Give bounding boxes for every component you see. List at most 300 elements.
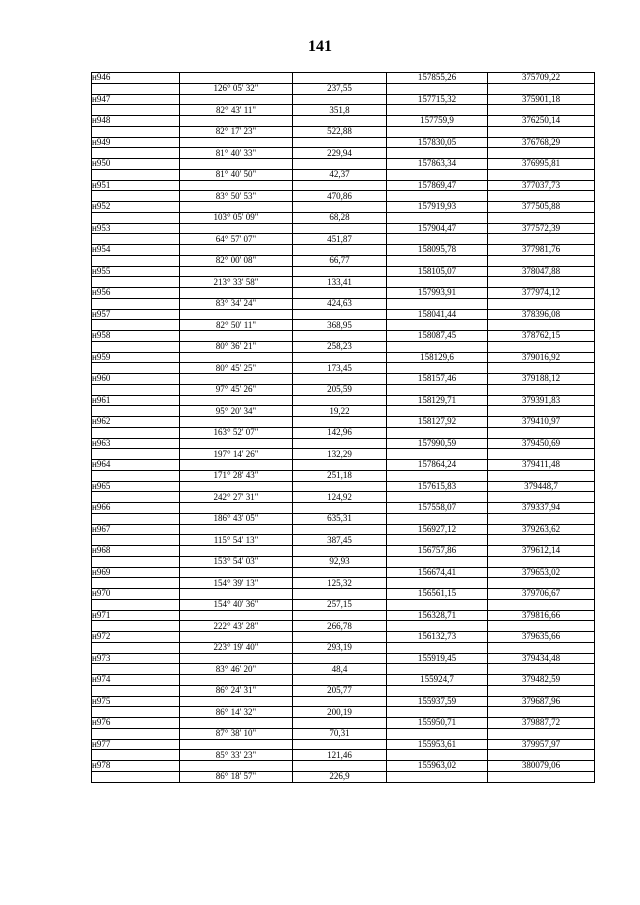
point-name-cell: н971 bbox=[92, 610, 180, 621]
empty-cell bbox=[180, 94, 293, 105]
point-name-cell: н973 bbox=[92, 653, 180, 664]
empty-cell bbox=[387, 449, 488, 460]
segment-row bbox=[92, 406, 595, 417]
y-coordinate-cell: 375709,22 bbox=[488, 73, 595, 84]
empty-cell bbox=[387, 556, 488, 567]
empty-cell bbox=[92, 449, 180, 460]
y-coordinate-cell: 379411,48 bbox=[488, 460, 595, 471]
empty-cell bbox=[180, 116, 293, 127]
empty-cell bbox=[387, 513, 488, 524]
empty-cell bbox=[387, 234, 488, 245]
point-name-cell: н977 bbox=[92, 739, 180, 750]
empty-cell bbox=[488, 771, 595, 782]
point-name-cell: н956 bbox=[92, 288, 180, 299]
point-name-cell: н948 bbox=[92, 116, 180, 127]
x-coordinate-cell: 157869,47 bbox=[387, 180, 488, 191]
empty-cell bbox=[293, 675, 387, 686]
x-coordinate-cell: 158129,71 bbox=[387, 395, 488, 406]
empty-cell bbox=[180, 245, 293, 256]
empty-cell bbox=[293, 503, 387, 514]
empty-cell bbox=[180, 460, 293, 471]
x-coordinate-cell: 158095,78 bbox=[387, 245, 488, 256]
segment-row bbox=[92, 148, 595, 159]
point-name-cell: н978 bbox=[92, 761, 180, 772]
y-coordinate-cell: 378047,88 bbox=[488, 266, 595, 277]
point-name-cell: н963 bbox=[92, 438, 180, 449]
distance-cell: 205,59 bbox=[293, 384, 387, 395]
empty-cell bbox=[293, 739, 387, 750]
direction-angle-cell: 81° 40' 33" bbox=[180, 148, 293, 159]
empty-cell bbox=[180, 288, 293, 299]
distance-cell: 226,9 bbox=[293, 771, 387, 782]
empty-cell bbox=[488, 750, 595, 761]
direction-angle-cell: 197° 14' 26" bbox=[180, 449, 293, 460]
point-name-cell: н960 bbox=[92, 374, 180, 385]
empty-cell bbox=[180, 589, 293, 600]
empty-cell bbox=[293, 309, 387, 320]
y-coordinate-cell: 379687,96 bbox=[488, 696, 595, 707]
empty-cell bbox=[92, 148, 180, 159]
segment-row bbox=[92, 255, 595, 266]
empty-cell bbox=[180, 761, 293, 772]
direction-angle-cell: 85° 33' 23" bbox=[180, 750, 293, 761]
coordinates-table bbox=[91, 72, 595, 783]
segment-row bbox=[92, 685, 595, 696]
empty-cell bbox=[488, 341, 595, 352]
segment-row bbox=[92, 771, 595, 782]
empty-cell bbox=[387, 341, 488, 352]
distance-cell: 237,55 bbox=[293, 83, 387, 94]
empty-cell bbox=[92, 255, 180, 266]
empty-cell bbox=[387, 320, 488, 331]
distance-cell: 351,8 bbox=[293, 105, 387, 116]
segment-row bbox=[92, 298, 595, 309]
empty-cell bbox=[488, 621, 595, 632]
empty-cell bbox=[293, 159, 387, 170]
empty-cell bbox=[92, 513, 180, 524]
distance-cell: 293,19 bbox=[293, 642, 387, 653]
y-coordinate-cell: 380079,06 bbox=[488, 761, 595, 772]
empty-cell bbox=[488, 384, 595, 395]
y-coordinate-cell: 379448,7 bbox=[488, 481, 595, 492]
empty-cell bbox=[180, 137, 293, 148]
empty-cell bbox=[488, 234, 595, 245]
x-coordinate-cell: 158105,07 bbox=[387, 266, 488, 277]
y-coordinate-cell: 379391,83 bbox=[488, 395, 595, 406]
y-coordinate-cell: 375901,18 bbox=[488, 94, 595, 105]
direction-angle-cell: 80° 36' 21" bbox=[180, 341, 293, 352]
empty-cell bbox=[488, 320, 595, 331]
segment-row bbox=[92, 664, 595, 675]
empty-cell bbox=[293, 395, 387, 406]
empty-cell bbox=[92, 728, 180, 739]
empty-cell bbox=[293, 481, 387, 492]
empty-cell bbox=[488, 642, 595, 653]
distance-cell: 229,94 bbox=[293, 148, 387, 159]
direction-angle-cell: 87° 38' 10" bbox=[180, 728, 293, 739]
y-coordinate-cell: 379434,48 bbox=[488, 653, 595, 664]
y-coordinate-cell: 379188,12 bbox=[488, 374, 595, 385]
empty-cell bbox=[387, 363, 488, 374]
empty-cell bbox=[293, 524, 387, 535]
empty-cell bbox=[293, 417, 387, 428]
segment-row bbox=[92, 513, 595, 524]
point-name-cell: н976 bbox=[92, 718, 180, 729]
distance-cell: 635,31 bbox=[293, 513, 387, 524]
point-name-cell: н958 bbox=[92, 331, 180, 342]
empty-cell bbox=[92, 406, 180, 417]
empty-cell bbox=[180, 395, 293, 406]
empty-cell bbox=[293, 696, 387, 707]
empty-cell bbox=[488, 406, 595, 417]
direction-angle-cell: 153° 54' 03" bbox=[180, 556, 293, 567]
segment-row bbox=[92, 277, 595, 288]
empty-cell bbox=[180, 352, 293, 363]
point-row bbox=[92, 94, 595, 105]
point-row bbox=[92, 395, 595, 406]
point-name-cell: н970 bbox=[92, 589, 180, 600]
empty-cell bbox=[92, 707, 180, 718]
empty-cell bbox=[92, 750, 180, 761]
point-name-cell: н964 bbox=[92, 460, 180, 471]
segment-row bbox=[92, 750, 595, 761]
direction-angle-cell: 126° 05' 32" bbox=[180, 83, 293, 94]
empty-cell bbox=[293, 632, 387, 643]
y-coordinate-cell: 376995,81 bbox=[488, 159, 595, 170]
empty-cell bbox=[293, 718, 387, 729]
empty-cell bbox=[387, 578, 488, 589]
empty-cell bbox=[488, 728, 595, 739]
empty-cell bbox=[488, 707, 595, 718]
segment-row bbox=[92, 320, 595, 331]
point-row bbox=[92, 417, 595, 428]
y-coordinate-cell: 377572,39 bbox=[488, 223, 595, 234]
empty-cell bbox=[293, 202, 387, 213]
empty-cell bbox=[488, 685, 595, 696]
point-row bbox=[92, 223, 595, 234]
empty-cell bbox=[92, 212, 180, 223]
empty-cell bbox=[488, 298, 595, 309]
point-name-cell: н949 bbox=[92, 137, 180, 148]
direction-angle-cell: 82° 43' 11" bbox=[180, 105, 293, 116]
segment-row bbox=[92, 707, 595, 718]
empty-cell bbox=[180, 73, 293, 84]
empty-cell bbox=[488, 535, 595, 546]
y-coordinate-cell: 379263,62 bbox=[488, 524, 595, 535]
empty-cell bbox=[180, 567, 293, 578]
point-name-cell: н972 bbox=[92, 632, 180, 643]
x-coordinate-cell: 157993,91 bbox=[387, 288, 488, 299]
empty-cell bbox=[92, 556, 180, 567]
direction-angle-cell: 82° 50' 11" bbox=[180, 320, 293, 331]
empty-cell bbox=[488, 169, 595, 180]
distance-cell: 522,88 bbox=[293, 126, 387, 137]
empty-cell bbox=[293, 589, 387, 600]
point-row bbox=[92, 546, 595, 557]
direction-angle-cell: 81° 40' 50" bbox=[180, 169, 293, 180]
distance-cell: 368,95 bbox=[293, 320, 387, 331]
distance-cell: 133,41 bbox=[293, 277, 387, 288]
distance-cell: 70,31 bbox=[293, 728, 387, 739]
empty-cell bbox=[180, 481, 293, 492]
empty-cell bbox=[293, 761, 387, 772]
point-row bbox=[92, 460, 595, 471]
empty-cell bbox=[387, 298, 488, 309]
distance-cell: 470,86 bbox=[293, 191, 387, 202]
segment-row bbox=[92, 621, 595, 632]
empty-cell bbox=[387, 599, 488, 610]
segment-row bbox=[92, 234, 595, 245]
empty-cell bbox=[293, 374, 387, 385]
x-coordinate-cell: 157759,9 bbox=[387, 116, 488, 127]
point-row bbox=[92, 159, 595, 170]
empty-cell bbox=[92, 341, 180, 352]
y-coordinate-cell: 379450,69 bbox=[488, 438, 595, 449]
x-coordinate-cell: 156674,41 bbox=[387, 567, 488, 578]
point-row bbox=[92, 739, 595, 750]
y-coordinate-cell: 379887,72 bbox=[488, 718, 595, 729]
segment-row bbox=[92, 169, 595, 180]
y-coordinate-cell: 379635,66 bbox=[488, 632, 595, 643]
segment-row bbox=[92, 384, 595, 395]
y-coordinate-cell: 377505,88 bbox=[488, 202, 595, 213]
empty-cell bbox=[180, 718, 293, 729]
empty-cell bbox=[92, 599, 180, 610]
empty-cell bbox=[180, 266, 293, 277]
empty-cell bbox=[180, 331, 293, 342]
direction-angle-cell: 103° 05' 09" bbox=[180, 212, 293, 223]
x-coordinate-cell: 156132,73 bbox=[387, 632, 488, 643]
empty-cell bbox=[488, 191, 595, 202]
empty-cell bbox=[92, 685, 180, 696]
x-coordinate-cell: 157830,05 bbox=[387, 137, 488, 148]
empty-cell bbox=[180, 438, 293, 449]
empty-cell bbox=[293, 94, 387, 105]
y-coordinate-cell: 379016,92 bbox=[488, 352, 595, 363]
point-row bbox=[92, 438, 595, 449]
direction-angle-cell: 64° 57' 07" bbox=[180, 234, 293, 245]
point-row bbox=[92, 266, 595, 277]
segment-row bbox=[92, 728, 595, 739]
y-coordinate-cell: 379706,67 bbox=[488, 589, 595, 600]
empty-cell bbox=[488, 148, 595, 159]
distance-cell: 173,45 bbox=[293, 363, 387, 374]
point-row bbox=[92, 503, 595, 514]
empty-cell bbox=[92, 234, 180, 245]
direction-angle-cell: 154° 39' 13" bbox=[180, 578, 293, 589]
empty-cell bbox=[293, 288, 387, 299]
segment-row bbox=[92, 212, 595, 223]
point-row bbox=[92, 202, 595, 213]
direction-angle-cell: 82° 00' 08" bbox=[180, 255, 293, 266]
segment-row bbox=[92, 535, 595, 546]
empty-cell bbox=[180, 524, 293, 535]
direction-angle-cell: 83° 50' 53" bbox=[180, 191, 293, 202]
distance-cell: 251,18 bbox=[293, 470, 387, 481]
distance-cell: 257,15 bbox=[293, 599, 387, 610]
y-coordinate-cell: 379410,97 bbox=[488, 417, 595, 428]
empty-cell bbox=[293, 546, 387, 557]
empty-cell bbox=[92, 642, 180, 653]
x-coordinate-cell: 156927,12 bbox=[387, 524, 488, 535]
empty-cell bbox=[387, 212, 488, 223]
x-coordinate-cell: 155924,7 bbox=[387, 675, 488, 686]
empty-cell bbox=[180, 739, 293, 750]
segment-row bbox=[92, 427, 595, 438]
distance-cell: 142,96 bbox=[293, 427, 387, 438]
point-row bbox=[92, 761, 595, 772]
x-coordinate-cell: 155950,71 bbox=[387, 718, 488, 729]
empty-cell bbox=[387, 384, 488, 395]
empty-cell bbox=[488, 277, 595, 288]
empty-cell bbox=[387, 277, 488, 288]
empty-cell bbox=[180, 503, 293, 514]
y-coordinate-cell: 379482,59 bbox=[488, 675, 595, 686]
x-coordinate-cell: 158157,46 bbox=[387, 374, 488, 385]
distance-cell: 42,37 bbox=[293, 169, 387, 180]
empty-cell bbox=[293, 137, 387, 148]
empty-cell bbox=[488, 470, 595, 481]
x-coordinate-cell: 155963,02 bbox=[387, 761, 488, 772]
segment-row bbox=[92, 556, 595, 567]
segment-row bbox=[92, 449, 595, 460]
direction-angle-cell: 115° 54' 13" bbox=[180, 535, 293, 546]
empty-cell bbox=[180, 546, 293, 557]
empty-cell bbox=[92, 298, 180, 309]
segment-row bbox=[92, 191, 595, 202]
empty-cell bbox=[293, 460, 387, 471]
segment-row bbox=[92, 126, 595, 137]
distance-cell: 124,92 bbox=[293, 492, 387, 503]
direction-angle-cell: 83° 34' 24" bbox=[180, 298, 293, 309]
point-row bbox=[92, 567, 595, 578]
segment-row bbox=[92, 341, 595, 352]
point-name-cell: н957 bbox=[92, 309, 180, 320]
distance-cell: 66,77 bbox=[293, 255, 387, 266]
distance-cell: 68,28 bbox=[293, 212, 387, 223]
point-row bbox=[92, 675, 595, 686]
x-coordinate-cell: 157919,93 bbox=[387, 202, 488, 213]
empty-cell bbox=[92, 277, 180, 288]
empty-cell bbox=[180, 223, 293, 234]
point-name-cell: н962 bbox=[92, 417, 180, 428]
point-name-cell: н974 bbox=[92, 675, 180, 686]
empty-cell bbox=[387, 750, 488, 761]
empty-cell bbox=[293, 223, 387, 234]
empty-cell bbox=[293, 73, 387, 84]
y-coordinate-cell: 377974,12 bbox=[488, 288, 595, 299]
empty-cell bbox=[180, 202, 293, 213]
segment-row bbox=[92, 83, 595, 94]
direction-angle-cell: 86° 14' 32" bbox=[180, 707, 293, 718]
distance-cell: 387,45 bbox=[293, 535, 387, 546]
point-row bbox=[92, 481, 595, 492]
x-coordinate-cell: 158087,45 bbox=[387, 331, 488, 342]
point-name-cell: н967 bbox=[92, 524, 180, 535]
direction-angle-cell: 82° 17' 23" bbox=[180, 126, 293, 137]
point-row bbox=[92, 73, 595, 84]
empty-cell bbox=[387, 707, 488, 718]
point-name-cell: н952 bbox=[92, 202, 180, 213]
point-name-cell: н966 bbox=[92, 503, 180, 514]
empty-cell bbox=[387, 535, 488, 546]
empty-cell bbox=[488, 83, 595, 94]
empty-cell bbox=[488, 513, 595, 524]
empty-cell bbox=[293, 610, 387, 621]
empty-cell bbox=[387, 771, 488, 782]
empty-cell bbox=[180, 417, 293, 428]
x-coordinate-cell: 157715,32 bbox=[387, 94, 488, 105]
point-name-cell: н969 bbox=[92, 567, 180, 578]
empty-cell bbox=[387, 105, 488, 116]
empty-cell bbox=[92, 664, 180, 675]
point-row bbox=[92, 374, 595, 385]
point-name-cell: н959 bbox=[92, 352, 180, 363]
direction-angle-cell: 213° 33' 58" bbox=[180, 277, 293, 288]
x-coordinate-cell: 157615,83 bbox=[387, 481, 488, 492]
point-row bbox=[92, 245, 595, 256]
empty-cell bbox=[387, 406, 488, 417]
point-row bbox=[92, 632, 595, 643]
x-coordinate-cell: 158127,92 bbox=[387, 417, 488, 428]
distance-cell: 48,4 bbox=[293, 664, 387, 675]
point-name-cell: н968 bbox=[92, 546, 180, 557]
direction-angle-cell: 222° 43' 28" bbox=[180, 621, 293, 632]
point-name-cell: н954 bbox=[92, 245, 180, 256]
empty-cell bbox=[488, 556, 595, 567]
segment-row bbox=[92, 363, 595, 374]
point-row bbox=[92, 116, 595, 127]
empty-cell bbox=[293, 653, 387, 664]
empty-cell bbox=[488, 578, 595, 589]
direction-angle-cell: 86° 24' 31" bbox=[180, 685, 293, 696]
empty-cell bbox=[92, 470, 180, 481]
x-coordinate-cell: 157558,07 bbox=[387, 503, 488, 514]
x-coordinate-cell: 155953,61 bbox=[387, 739, 488, 750]
empty-cell bbox=[387, 126, 488, 137]
empty-cell bbox=[92, 126, 180, 137]
empty-cell bbox=[180, 309, 293, 320]
point-row bbox=[92, 653, 595, 664]
empty-cell bbox=[92, 363, 180, 374]
empty-cell bbox=[387, 621, 488, 632]
y-coordinate-cell: 379612,14 bbox=[488, 546, 595, 557]
point-name-cell: н961 bbox=[92, 395, 180, 406]
empty-cell bbox=[488, 212, 595, 223]
point-name-cell: н947 bbox=[92, 94, 180, 105]
point-row bbox=[92, 524, 595, 535]
page-number: 141 bbox=[308, 38, 332, 55]
distance-cell: 424,63 bbox=[293, 298, 387, 309]
distance-cell: 125,32 bbox=[293, 578, 387, 589]
empty-cell bbox=[387, 148, 488, 159]
empty-cell bbox=[387, 492, 488, 503]
empty-cell bbox=[293, 331, 387, 342]
empty-cell bbox=[488, 255, 595, 266]
direction-angle-cell: 242° 27' 31" bbox=[180, 492, 293, 503]
empty-cell bbox=[180, 159, 293, 170]
empty-cell bbox=[180, 653, 293, 664]
empty-cell bbox=[92, 105, 180, 116]
empty-cell bbox=[387, 685, 488, 696]
empty-cell bbox=[180, 675, 293, 686]
empty-cell bbox=[92, 621, 180, 632]
x-coordinate-cell: 157864,24 bbox=[387, 460, 488, 471]
point-row bbox=[92, 589, 595, 600]
x-coordinate-cell: 155937,59 bbox=[387, 696, 488, 707]
y-coordinate-cell: 378396,08 bbox=[488, 309, 595, 320]
point-name-cell: н953 bbox=[92, 223, 180, 234]
